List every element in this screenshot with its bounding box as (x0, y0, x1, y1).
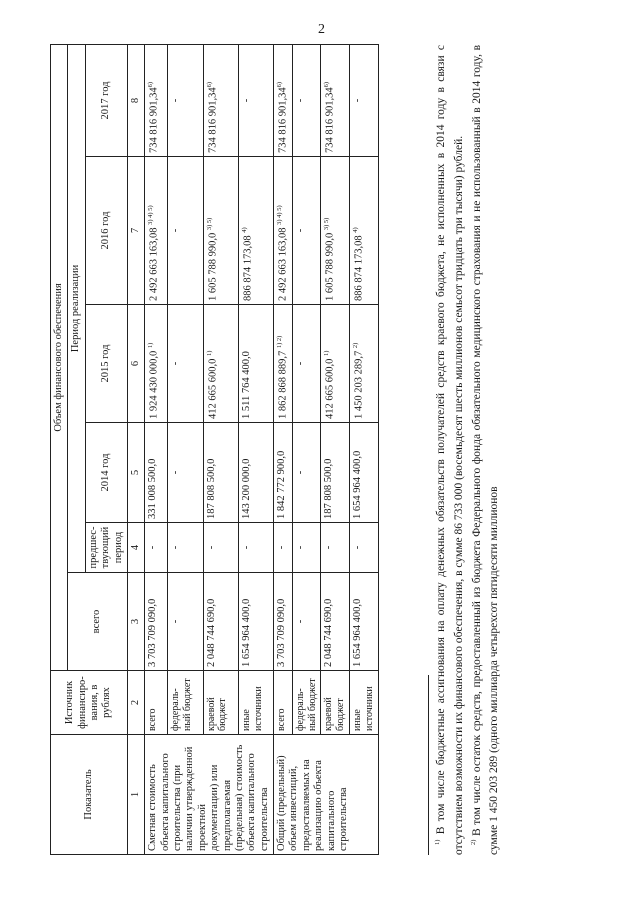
y2017-cell: - (168, 44, 203, 156)
header-year-2015: 2015 год (85, 305, 127, 423)
source-cell: иные источники (350, 671, 379, 735)
y2015-cell: 1 924 430 000,0 $^{1)}$ (145, 305, 168, 423)
prev-cell: - (274, 523, 293, 573)
footnote-ref: 4) (352, 227, 360, 233)
y2017-cell: - (350, 44, 379, 156)
rotated-page-content (50, 45, 570, 855)
table-title: Объем финансового обеспечения (51, 44, 68, 670)
footnote-ref: 3) 4) 5) (276, 205, 283, 225)
financing-table (50, 44, 379, 855)
y2016-cell: - (292, 157, 321, 305)
source-cell: всего (274, 671, 293, 735)
header-prev-period: предшес-твующий период (85, 523, 127, 573)
table-row (145, 44, 168, 854)
footnote-ref: 1) (147, 342, 155, 349)
y2015-cell: 1 862 868 889,7 $^{1) 2)}$ (274, 305, 293, 423)
footnote-ref: 1) (205, 350, 213, 356)
y2017-cell: 734 816 901,34$^{6)}$ (274, 44, 293, 156)
footnotes (428, 45, 504, 855)
prev-cell: - (238, 523, 273, 573)
col-number: 1 (127, 735, 144, 855)
source-cell: иные источники (238, 671, 273, 735)
y2015-cell: 412 665 600,0 $^{1)}$ (321, 305, 350, 423)
footnote-ref: 6) (323, 81, 331, 88)
table-row (168, 44, 203, 854)
table-row (274, 44, 293, 854)
footnote-ref: 1) (323, 350, 331, 356)
total-cell: 3 703 709 090,0 (145, 573, 168, 671)
y2014-cell: 1 842 772 900,0 (274, 423, 293, 523)
y2014-cell: 1 654 964 400,0 (350, 423, 379, 523)
y2017-cell: 734 816 901,34$^{6)}$ (145, 44, 168, 156)
header-year-2014: 2014 год (85, 423, 127, 523)
prev-cell: - (292, 523, 321, 573)
y2015-cell: - (168, 305, 203, 423)
source-cell: федераль-ный бюджет (292, 671, 321, 735)
footnote-1: $^{1)}$ В том числе бюджетные ассигнования на оплату денежных обязательств получателей средств краевого бюджета, не исполненных в 2014 году в связи с отсутствием возможности их финансового обеспечения, в сумме 86 733 000 (восемьдесят шесть миллионов семьсот тридцать три тысячи) рублей. (434, 45, 465, 855)
prev-cell: - (321, 523, 350, 573)
indicator-investment-volume: Общий (предельный) объем инвестиций, предоставляемых на реализацию объекта капитального строительства (274, 735, 379, 855)
table-row (321, 44, 350, 854)
y2015-cell: - (292, 305, 321, 423)
y2016-cell: 886 874 173,08 $^{4)}$ (238, 157, 273, 305)
total-cell: 1 654 964 400,0 (238, 573, 273, 671)
footnote-ref: 3) 5) (323, 217, 331, 231)
col-number: 4 (127, 523, 144, 573)
footnote-ref: 6) (276, 81, 283, 88)
table-row (203, 44, 238, 854)
footnote-ref: 3) 5) (205, 217, 213, 231)
y2017-cell: - (292, 44, 321, 156)
y2014-cell: - (168, 423, 203, 523)
y2016-cell: 1 605 788 990,0 $^{3) 5)}$ (203, 157, 238, 305)
footnote-ref: 6) (205, 81, 213, 88)
header-indicator: Показатель (51, 735, 128, 855)
footnote-ref: 2) (352, 342, 360, 349)
page-number: 2 (318, 22, 325, 37)
col-number: 8 (127, 44, 144, 156)
table-row (238, 44, 273, 854)
total-cell: 3 703 709 090,0 (274, 573, 293, 671)
source-cell: всего (145, 671, 168, 735)
footnote-ref: 3) 4) 5) (147, 205, 155, 225)
header-total: всего (68, 573, 128, 671)
header-source: Источник финансиро-вания, в рублях (51, 671, 128, 735)
prev-cell: - (203, 523, 238, 573)
table-row (350, 44, 379, 854)
total-cell: - (292, 573, 321, 671)
table-body (145, 44, 378, 854)
footnote-2: $^{2)}$ В том числе остаток средств, предоставленный из бюджета Федерального фонда обязательного медицинского страхования и не использованный в 2014 году, в сумме 1 450 203 289 (одного миллиарда четырехсот пятидесяти миллионов (469, 45, 501, 855)
y2015-cell: 1 511 764 400,0 (238, 305, 273, 423)
header-period: Период реализации (68, 44, 85, 572)
y2014-cell: 331 008 500,0 (145, 423, 168, 523)
table-row (292, 44, 321, 854)
y2016-cell: 2 492 663 163,08 $^{3) 4) 5)}$ (145, 157, 168, 305)
y2016-cell: 2 492 663 163,08 $^{3) 4) 5)}$ (274, 157, 293, 305)
prev-cell: - (168, 523, 203, 573)
source-cell: краевой бюджет (203, 671, 238, 735)
col-number: 3 (127, 573, 144, 671)
total-cell: - (168, 573, 203, 671)
total-cell: 2 048 744 690,0 (321, 573, 350, 671)
col-number: 6 (127, 305, 144, 423)
source-cell: федераль-ный бюджет (168, 671, 203, 735)
indicator-estimated-cost: Сметная стоимость объекта капитального строительства (при наличии утвержденной проектной документации) или предполагаемая (предельная) стоимость объекта капитального строительства (145, 735, 274, 855)
footnote-divider (428, 675, 429, 855)
y2016-cell: 1 605 788 990,0 $^{3) 5)}$ (321, 157, 350, 305)
y2016-cell: - (168, 157, 203, 305)
col-number: 7 (127, 157, 144, 305)
header-year-2017: 2017 год (85, 44, 127, 156)
y2017-cell: 734 816 901,34$^{6)}$ (321, 44, 350, 156)
prev-cell: - (145, 523, 168, 573)
y2015-cell: 1 450 203 289,7 $^{2)}$ (350, 305, 379, 423)
y2016-cell: 886 874 173,08 $^{4)}$ (350, 157, 379, 305)
y2017-cell: 734 816 901,34$^{6)}$ (203, 44, 238, 156)
footnote-ref: 6) (147, 81, 155, 88)
y2014-cell: 143 200 000,0 (238, 423, 273, 523)
footnote-ref: 1) 2) (276, 335, 283, 349)
prev-cell: - (350, 523, 379, 573)
y2014-cell: 187 808 500,0 (203, 423, 238, 523)
y2015-cell: 412 665 600,0 $^{1)}$ (203, 305, 238, 423)
y2014-cell: - (292, 423, 321, 523)
y2014-cell: 187 808 500,0 (321, 423, 350, 523)
header-year-2016: 2016 год (85, 157, 127, 305)
footnote-ref: 4) (240, 227, 248, 233)
source-cell: краевой бюджет (321, 671, 350, 735)
y2017-cell: - (238, 44, 273, 156)
col-number: 2 (127, 671, 144, 735)
col-number: 5 (127, 423, 144, 523)
total-cell: 2 048 744 690,0 (203, 573, 238, 671)
total-cell: 1 654 964 400,0 (350, 573, 379, 671)
